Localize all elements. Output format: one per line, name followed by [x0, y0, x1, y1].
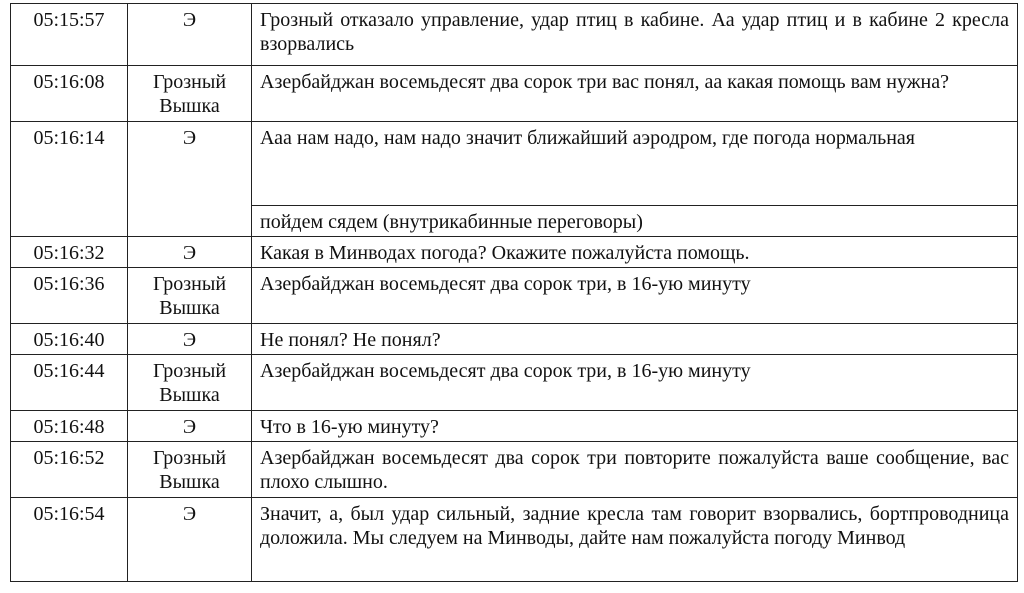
speaker-cell — [128, 355, 252, 411]
table-row — [11, 411, 1018, 442]
message-cell: Грозный отказало управление, удар птиц в кабине. Аа удар птиц и в кабине 2 кресла взорвались — [252, 4, 1018, 66]
table-row — [11, 324, 1018, 355]
message-cell: Ааа нам надо, нам надо значит ближайший аэродром, где погода нормальная — [252, 122, 1018, 206]
speaker-cell — [128, 122, 252, 237]
message-cell: Азербайджан восемьдесят два сорок три вас понял, аа какая помощь вам нужна? — [252, 66, 1018, 122]
speaker-label: Грозный — [152, 360, 227, 382]
speaker-label: Э — [182, 127, 197, 149]
timestamp-cell: 05:16:54 — [11, 498, 128, 582]
timestamp-cell: 05:15:57 — [11, 4, 128, 66]
speaker-label: Вышка — [159, 471, 220, 493]
message-cell: Что в 16-ую минуту? — [252, 411, 1018, 442]
message-cell: Азербайджан восемьдесят два сорок три, в 16-ую минуту — [252, 268, 1018, 324]
timestamp-cell: 05:16:48 — [11, 411, 128, 442]
speaker-cell — [128, 237, 252, 268]
speaker-label: Э — [182, 416, 197, 438]
timestamp-cell: 05:16:40 — [11, 324, 128, 355]
speaker-cell — [128, 442, 252, 498]
table-row — [11, 66, 1018, 122]
speaker-label: Э — [182, 503, 197, 525]
speaker-label: Э — [182, 329, 197, 351]
table-row — [11, 4, 1018, 66]
table-row — [11, 355, 1018, 411]
speaker-cell — [128, 411, 252, 442]
speaker-label: Грозный — [152, 273, 227, 295]
message-cell: Азербайджан восемьдесят два сорок три повторите пожалуйста ваше сообщение, вас плохо слышно. — [252, 442, 1018, 498]
speaker-cell — [128, 4, 252, 66]
message-cell: Азербайджан восемьдесят два сорок три, в 16-ую минуту — [252, 355, 1018, 411]
timestamp-cell: 05:16:08 — [11, 66, 128, 122]
table-row — [11, 268, 1018, 324]
speaker-cell — [128, 268, 252, 324]
timestamp-cell: 05:16:44 — [11, 355, 128, 411]
table-row — [11, 237, 1018, 268]
speaker-label: Вышка — [159, 95, 220, 117]
speaker-label: Э — [182, 242, 197, 264]
message-cell-continued: пойдем сядем (внутрикабинные переговоры) — [252, 206, 1018, 237]
message-cell: Какая в Минводах погода? Окажите пожалуйста помощь. — [252, 237, 1018, 268]
timestamp-cell: 05:16:52 — [11, 442, 128, 498]
table-row — [11, 498, 1018, 582]
timestamp-cell: 05:16:36 — [11, 268, 128, 324]
message-cell: Значит, а, был удар сильный, задние кресла там говорит взорвались, бортпроводница доложила. Мы следуем на Минводы, дайте нам пожалуйста погоду Минвод — [252, 498, 1018, 582]
speaker-cell — [128, 66, 252, 122]
speaker-label: Э — [182, 9, 197, 31]
table-row — [11, 442, 1018, 498]
speaker-label: Грозный — [152, 447, 227, 469]
speaker-label: Вышка — [159, 297, 220, 319]
speaker-label: Вышка — [159, 384, 220, 406]
speaker-cell — [128, 324, 252, 355]
message-cell: Не понял? Не понял? — [252, 324, 1018, 355]
timestamp-cell: 05:16:32 — [11, 237, 128, 268]
table-row — [11, 122, 1018, 206]
transcript-table — [10, 3, 1018, 582]
speaker-cell — [128, 498, 252, 582]
timestamp-cell: 05:16:14 — [11, 122, 128, 237]
speaker-label: Грозный — [152, 71, 227, 93]
